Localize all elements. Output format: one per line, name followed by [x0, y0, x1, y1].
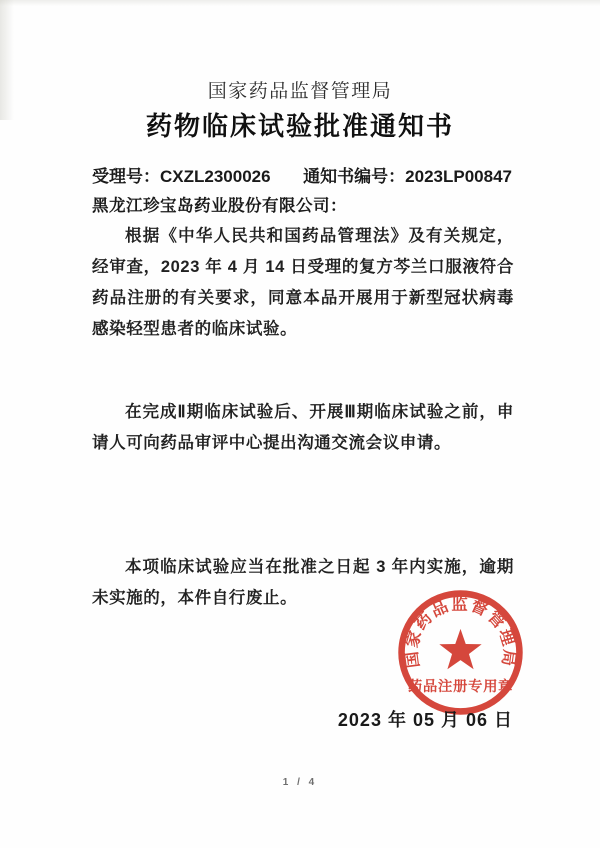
document-meta-row — [92, 162, 512, 187]
notice-number-value: 2023LP00847 — [405, 167, 512, 186]
addressee-company: 黑龙江珍宝岛药业股份有限公司： — [92, 197, 347, 215]
issuer-name: 国家药品监督管理局 — [207, 81, 393, 102]
page-number: 1 / 4 — [282, 777, 318, 788]
paragraph-approval: 根据《中华人民共和国药品管理法》及有关规定，经审查，2023 年 4 月 14 日受理的复方芩兰口服液符合药品注册的有关要求，同意本品开展用于新型冠状病毒感染轻型患者的临床试验。 — [92, 227, 514, 338]
acceptance-number-label: 受理号： — [92, 167, 160, 186]
seal-ring-text: 国家药品监督管理局 — [402, 595, 519, 669]
acceptance-number-value: CXZL2300026 — [160, 167, 271, 186]
paragraph-validity: 本项临床试验应当在批准之日起 3 年内实施，逾期未实施的，本件自行废止。 — [92, 558, 514, 607]
issue-date: 2023 年 05 月 06 日 — [337, 710, 513, 730]
acceptance-number — [92, 162, 271, 187]
star-icon — [439, 629, 481, 669]
notice-number-label: 通知书编号： — [303, 167, 406, 186]
notice-number — [303, 162, 512, 187]
paragraph-phase-guidance: 在完成Ⅱ期临床试验后、开展Ⅲ期临床试验之前，申请人可向药品审评中心提出沟通交流会议申请。 — [92, 403, 514, 452]
official-seal — [395, 587, 526, 718]
document-title: 药物临床试验批准通知书 — [145, 111, 454, 141]
seal-bottom-text: 药品注册专用章 — [407, 679, 514, 696]
